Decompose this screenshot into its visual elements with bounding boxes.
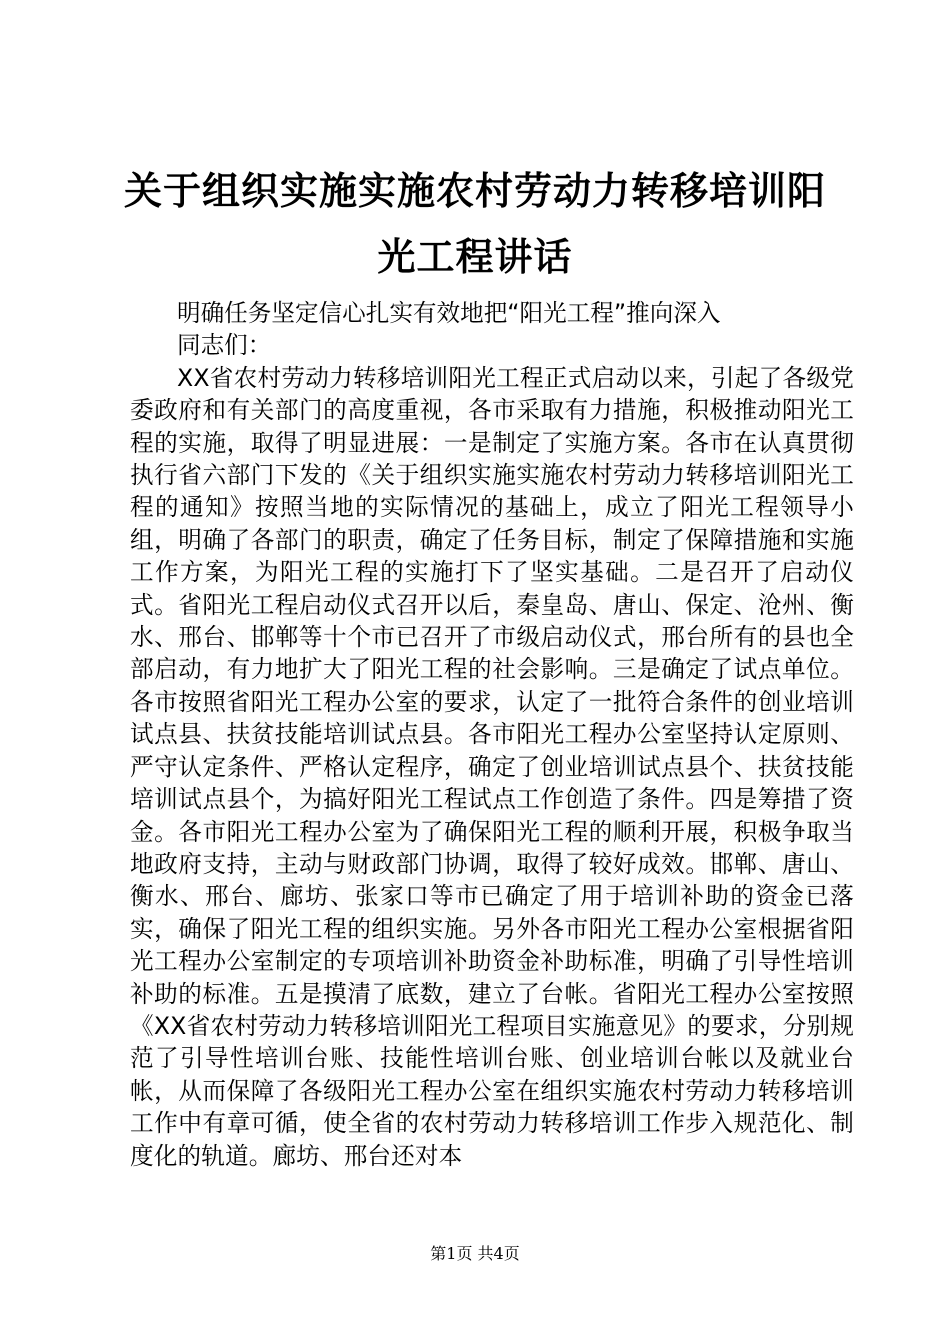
document-body <box>130 297 854 1172</box>
salutation: 同志们： <box>177 331 272 360</box>
body-paragraph: XX省农村劳动力转移培训阳光工程正式启动以来，引起了各级党委政府和有关部门的高度重视，各市采取有力措施，积极推动阳光工程的实施，取得了明显进展：一是制定了实施方案。各市在认真贯彻执行省六部门下发的《关于组织实施实施农村劳动力转移培训阳光工程的通知》按照当地的实际情况的基础上，成立了阳光工程领导小组，明确了各部门的职责，确定了任务目标，制定了保障措施和实施工作方案，为阳光工程的实施打下了坚实基础。二是召开了启动仪式。省阳光工程启动仪式召开以后，秦皇岛、唐山、保定、沧州、衡水、邢台、邯郸等十个市已召开了市级启动仪式，邢台所有的县也全部启动，有力地扩大了阳光工程的社会影响。三是确定了试点单位。各市按照省阳光工程办公室的要求，认定了一批符合条件的创业培训试点县、扶贫技能培训试点县。各市阳光工程办公室坚持认定原则、严守认定条件、严格认定程序，确定了创业培训试点县个、扶贫技能培训试点县个，为搞好阳光工程试点工作创造了条件。四是筹措了资金。各市阳光工程办公室为了确保阳光工程的顺利开展，积极争取当地政府支持，主动与财政部门协调，取得了较好成效。邯郸、唐山、衡水、邢台、廊坊、张家口等市已确定了用于培训补助的资金已落实，确保了阳光工程的组织实施。另外各市阳光工程办公室根据省阳光工程办公室制定的专项培训补助资金补助标准，明确了引导性培训补助的标准。五是摸清了底数，建立了台帐。省阳光工程办公室按照《XX省农村劳动力转移培训阳光工程项目实施意见》的要求，分别规范了引导性培训台账、技能性培训台账、创业培训台帐以及就业台帐，从而保障了各级阳光工程办公室在组织实施农村劳动力转移培训工作中有章可循，使全省的农村劳动力转移培训工作步入规范化、制度化的轨道。廊坊、邢台还对本 <box>130 363 854 1170</box>
page-footer <box>0 1244 950 1264</box>
document-subtitle: 明确任务坚定信心扎实有效地把“阳光工程”推向深入 <box>177 299 721 327</box>
page-total: 共4页 <box>477 1244 520 1263</box>
page-number: 第1页 <box>430 1244 473 1263</box>
document-title: 关于组织实施实施农村劳动力转移培训阳光工程讲话 <box>123 168 826 279</box>
